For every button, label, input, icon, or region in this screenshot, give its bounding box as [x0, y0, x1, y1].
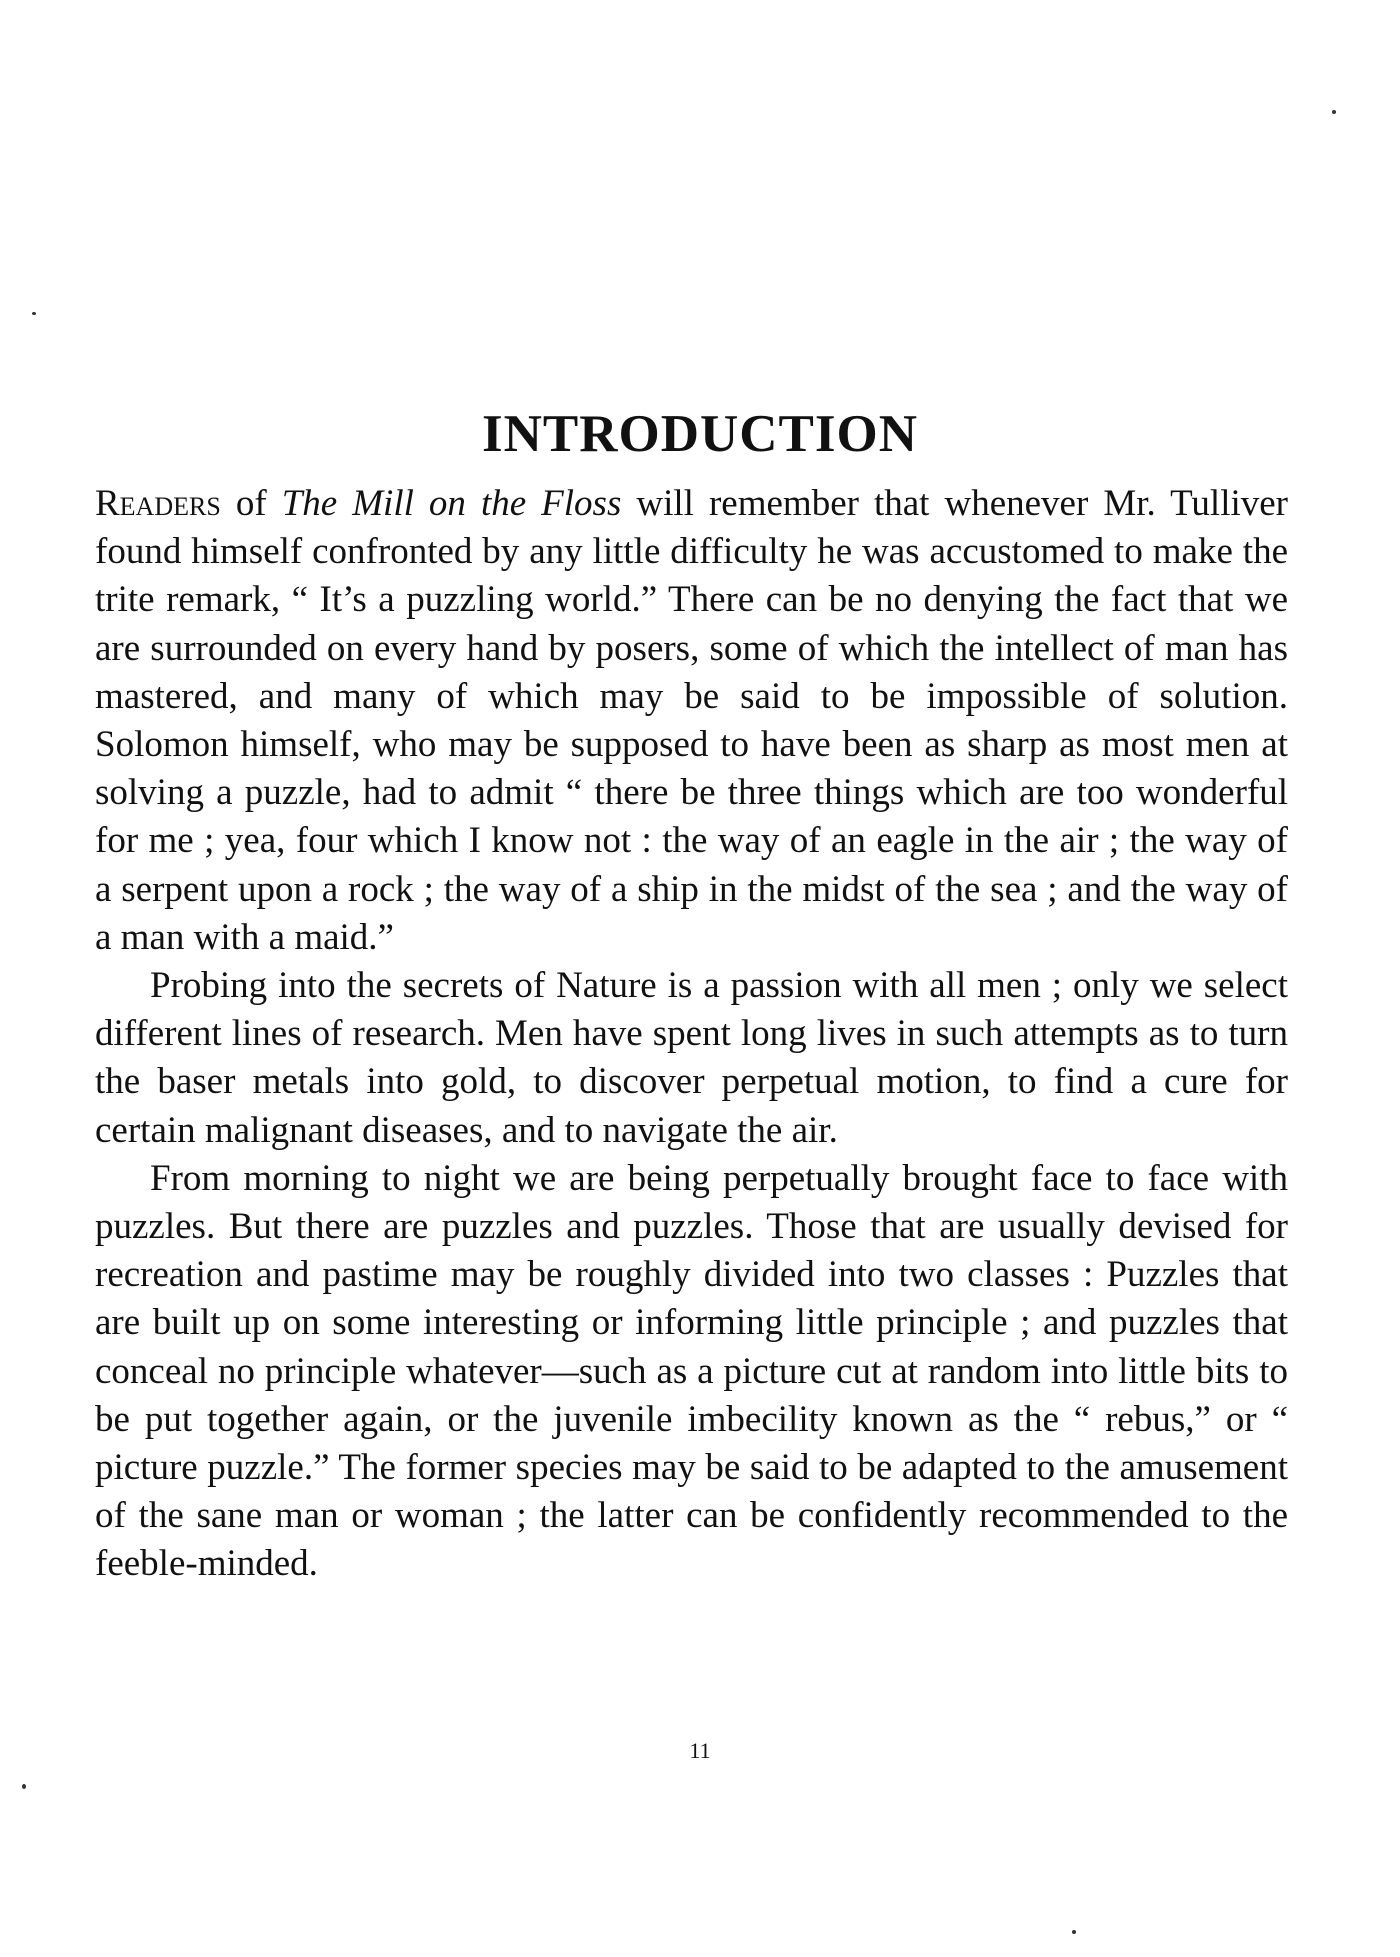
body-text — [95, 480, 1288, 1589]
print-speck — [1072, 1930, 1076, 1934]
book-title: The Mill on the Floss — [281, 483, 622, 524]
lead-in-word: Readers — [95, 483, 221, 524]
print-speck — [32, 312, 36, 315]
print-speck — [22, 1784, 26, 1789]
paragraph: Probing into the secrets of Nature is a passion with all men ; only we select different lines of research. Men have spent long lives in such attempts as to turn the baser metals into gold, to discover perpetual motion, to find a cure for certain malignant diseases, and to navigate the air. — [95, 965, 1288, 1151]
chapter-title: INTRODUCTION — [481, 404, 919, 463]
paragraph: From morning to night we are being perpetually brought face to face with puzzles. But there are puzzles and puzzles. Those that are usually devised for recreation and pastime may be roughly divided into two classes : Puzzles that are built up on some interesting or informing little principle ; and puzzles that conceal no principle whatever—such as a picture cut at random into little bits to be put together again, or the juvenile imbecility known as the “ rebus,” or “ picture puzzle.” The former species may be said to be adapted to the amusement of the sane man or woman ; the latter can be confidently recommended to the feeble-minded. — [95, 1157, 1288, 1585]
page-number: 11 — [689, 1738, 711, 1763]
print-speck — [1332, 110, 1336, 114]
paragraph-text: will remember that whenever Mr. Tulliver found himself confronted by any little difficulty he was accustomed to make the trite remark, “ It’s a puzzling world.” There can be no denying the fact that we are surrounded on every hand by posers, some of which the intellect of man has mastered, and many of which may be said to be impossible of solution. Solomon himself, who may be supposed to have been as sharp as most men at solving a puzzle, had to admit “ there be three things which are too wonderful for me ; yea, four which I know not : the way of an eagle in the air ; the way of a serpent upon a rock ; the way of a ship in the midst of the sea ; and the way of a man with a maid.” — [95, 483, 1289, 958]
paragraph — [95, 480, 1288, 962]
paragraph-text: of — [220, 483, 282, 524]
